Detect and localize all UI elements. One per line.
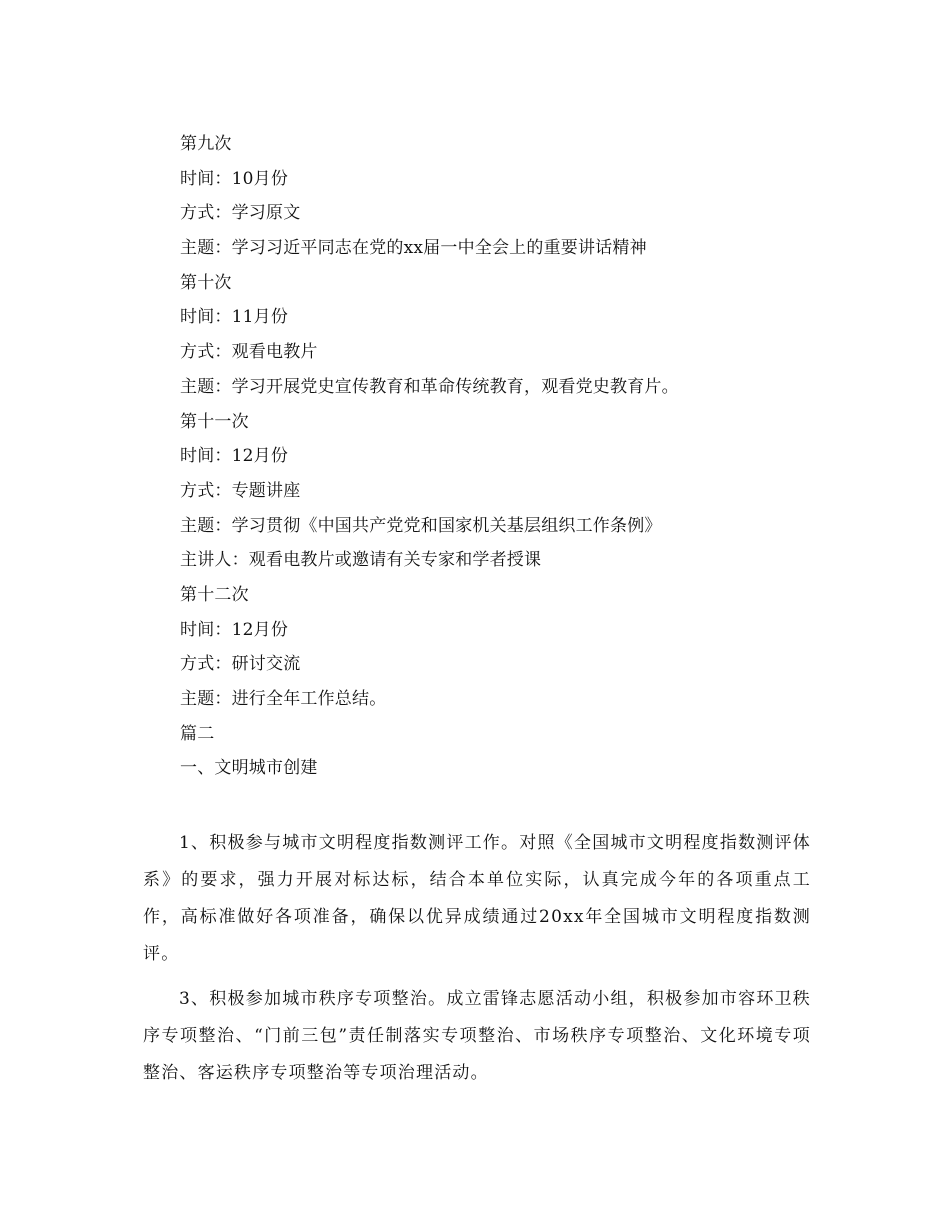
session-12-time: 时间：12月份 (180, 619, 289, 640)
session-11-speaker: 主讲人：观看电教片或邀请有关专家和学者授课 (180, 550, 542, 571)
body-paragraphs (143, 825, 811, 1100)
heading-session-9: 第九次 (180, 134, 232, 154)
session-11-topic: 主题：学习贯彻《中国共产党党和国家机关基层组织工作条例》 (180, 515, 662, 536)
session-9-topic: 主题：学习习近平同志在党的xx届一中全会上的重要讲话精神 (180, 238, 647, 259)
section-heading-part-two: 篇二 (180, 723, 215, 744)
schedule-list (180, 127, 820, 786)
session-10-topic: 主题：学习开展党史宣传教育和革命传统教育，观看党史教育片。 (180, 376, 679, 397)
session-12-topic: 主题：进行全年工作总结。 (180, 689, 387, 709)
session-11-method: 方式：专题讲座 (180, 480, 301, 501)
session-12-method: 方式：研讨交流 (180, 654, 301, 675)
session-9-time: 时间：10月份 (180, 168, 289, 189)
paragraph-item-3: 3、积极参加城市秩序专项整治。成立雷锋志愿活动小组，积极参加市容环卫秩序专项整治、“门前三包”责任制落实专项整治、市场秩序专项整治、文化环境专项整治、客运秩序专项整治等专项治理活动。 (143, 989, 811, 1083)
heading-session-12: 第十二次 (180, 584, 249, 605)
paragraph-item-1: 1、积极参与城市文明程度指数测评工作。对照《全国城市文明程度指数测评体系》的要求，强力开展对标达标，结合本单位实际，认真完成今年的各项重点工作，高标准做好各项准备，确保以优异成绩通过20xx年全国城市文明程度指数测评。 (143, 833, 811, 964)
session-10-time: 时间：11月份 (180, 307, 289, 328)
session-10-method: 方式：观看电教片 (180, 342, 318, 363)
session-9-method: 方式：学习原文 (180, 203, 301, 224)
section-heading-civilized-city: 一、文明城市创建 (180, 758, 318, 779)
heading-session-11: 第十一次 (180, 411, 249, 432)
session-11-time: 时间：12月份 (180, 446, 289, 467)
heading-session-10: 第十次 (180, 272, 232, 293)
